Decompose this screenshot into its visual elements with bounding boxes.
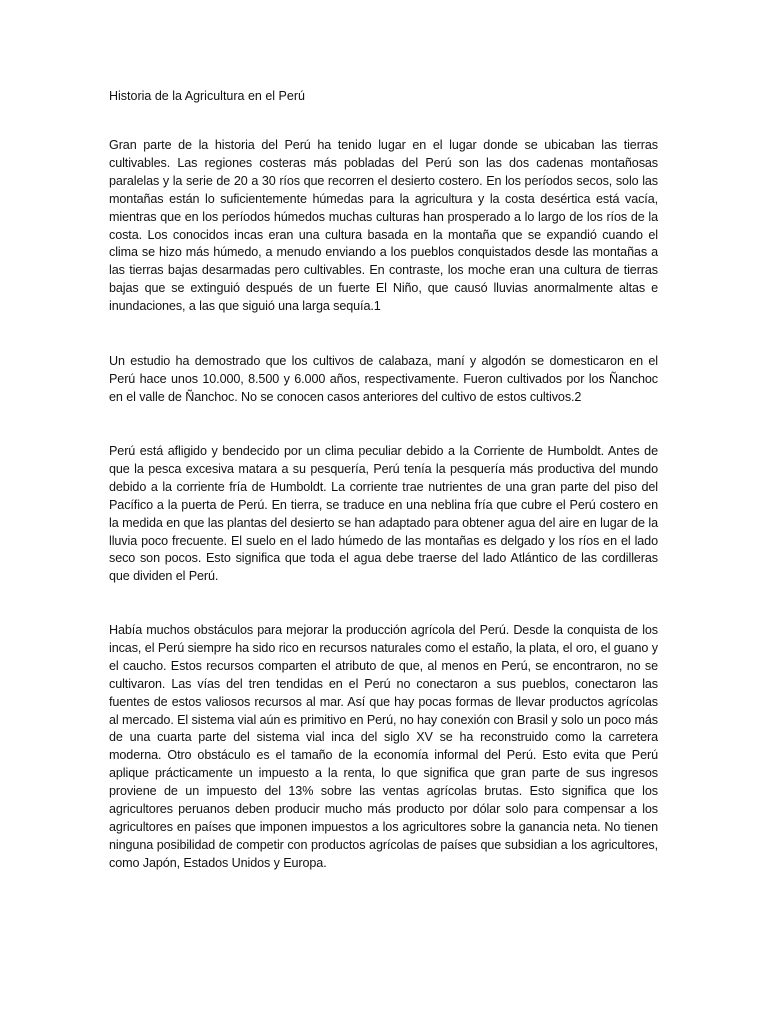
paragraph-production-obstacles: Había muchos obstáculos para mejorar la producción agrícola del Perú. Desde la conquista de los incas, el Perú siempre ha sido rico en recursos naturales como el estaño, la plata, el oro, el guano y el caucho. Estos recursos comparten el atributo de que, al menos en Perú, se encontraron, no se cultivaron. Las vías del tren tendidas en el Perú no conectaron a sus pueblos, conectaron las fuentes de estos valiosos recursos al mar. Así que hay pocas formas de llevar productos agrícolas al mercado. El sistema vial aún es primitivo en Perú, no hay conexión con Brasil y solo un poco más de una cuarta parte del sistema vial inca del siglo XV se ha reconstruido como la carretera moderna. Otro obstáculo es el tamaño de la economía informal del Perú. Esto evita que Perú aplique prácticamente un impuesto a la renta, lo que significa que gran parte de sus ingresos proviene de un impuesto del 13% sobre las ventas agrícolas brutas. Esto significa que los agricultores peruanos deben producir mucho más producto por dólar solo para compensar a los agricultores en países que imponen impuestos a los agricultores sobre la ganancia neta. No tienen ninguna posibilidad de competir con productos agrícolas de países que subsidian a los agricultores, como Japón, Estados Unidos y Europa. — [109, 623, 658, 870]
document-title: Historia de la Agricultura en el Perú — [109, 89, 305, 103]
paragraph-agricultural-history: Gran parte de la historia del Perú ha tenido lugar en el lugar donde se ubicaban las tierras cultivables. Las regiones costeras más pobladas del Perú son las dos cadenas montañosas paralelas y la serie de 20 a 30 ríos que recorren el desierto costero. En los períodos secos, solo las montañas están lo suficientemente húmedas para la agricultura y la costa desértica está vacía, mientras que en los períodos húmedos muchas culturas han prosperado a lo largo de los ríos de la costa. Los conocidos incas eran una cultura basada en la montaña que se expandió cuando el clima se hizo más húmedo, a menudo enviando a los pueblos conquistados desde las montañas a las tierras bajas desarmadas pero cultivables. En contraste, los moche eran una cultura de tierras bajas que se extinguió después de un fuerte El Niño, que causó lluvias anormalmente altas e inundaciones, a las que siguió una larga sequía.1 — [109, 138, 658, 314]
paragraph-crop-domestication: Un estudio ha demostrado que los cultivos de calabaza, maní y algodón se domesticaron en el Perú hace unos 10.000, 8.500 y 6.000 años, respectivamente. Fueron cultivados por los Ñanchoc en el valle de Ñanchoc. No se conocen casos anteriores del cultivo de estos cultivos.2 — [109, 354, 658, 404]
paragraph-humboldt-current: Perú está afligido y bendecido por un clima peculiar debido a la Corriente de Humboldt. Antes de que la pesca excesiva matara a su pesquería, Perú tenía la pesquería más productiva del mundo debido a la corriente fría de Humboldt. La corriente trae nutrientes de una gran parte del piso del Pacífico a la puerta de Perú. En tierra, se traduce en una neblina fría que cubre el Perú costero en la medida en que las plantas del desierto se han adaptado para obtener agua del aire en lugar de la lluvia poco frecuente. El suelo en el lado húmedo de las montañas es delgado y los ríos en el lado seco son pocos. Esto significa que toda el agua debe traerse del lado Atlántico de las cordilleras que dividen el Perú. — [109, 444, 658, 584]
